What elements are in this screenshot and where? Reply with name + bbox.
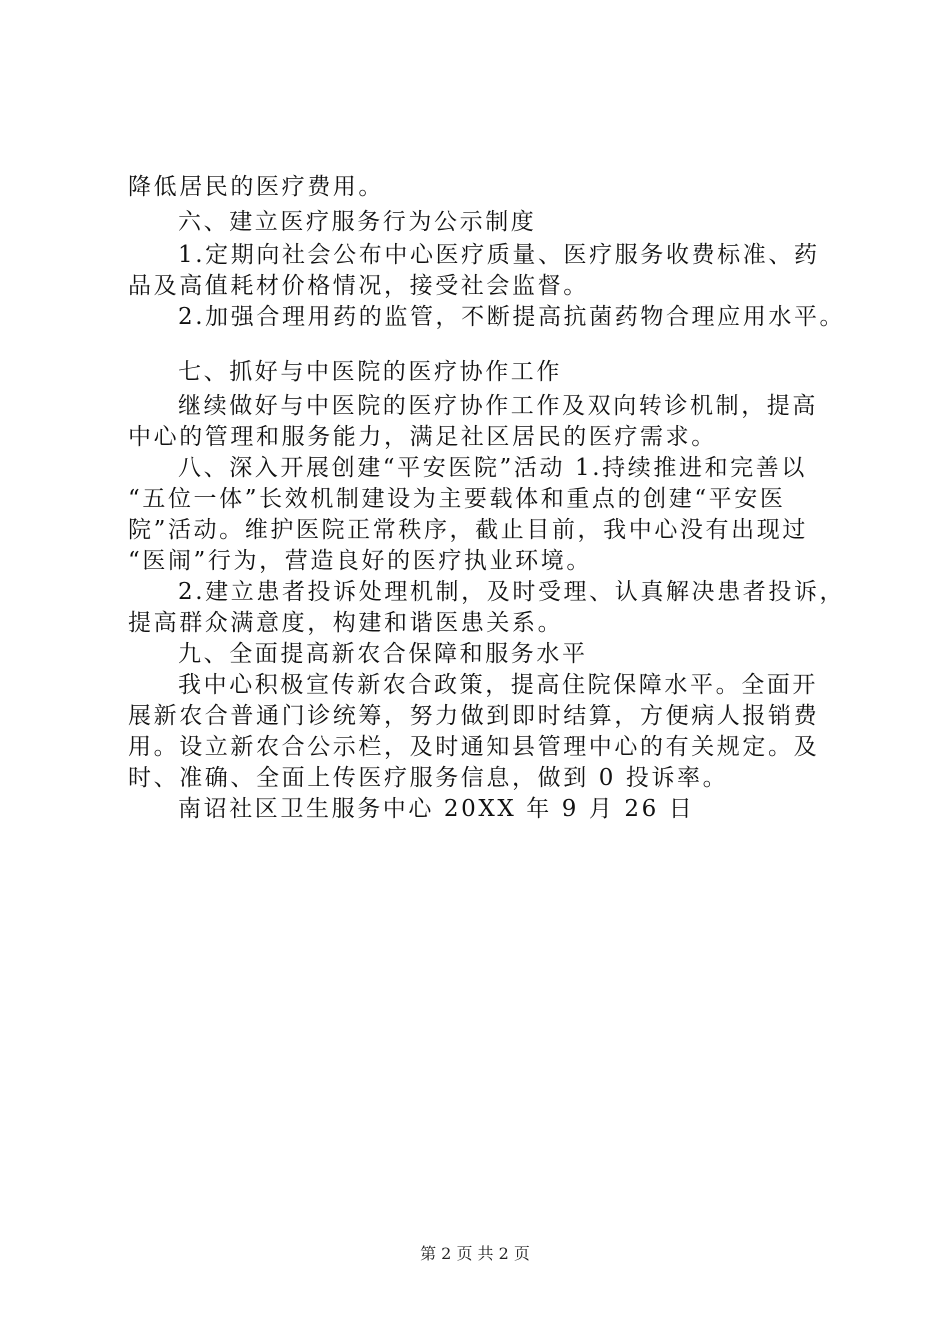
body-text-line: 1.定期向社会公布中心医疗质量、医疗服务收费标准、药 — [178, 242, 820, 268]
body-text-line: “医闹”行为，营造良好的医疗执业环境。 — [128, 548, 592, 574]
body-text-line: 展新农合普通门诊统筹，努力做到即时结算，方便病人报销费 — [128, 703, 820, 729]
section-heading-8: 八、深入开展创建“平安医院”活动 1.持续推进和完善以 — [178, 455, 807, 481]
signature-line: 南诏社区卫生服务中心 20XX 年 9 月 26 日 — [178, 796, 695, 822]
body-text-line: 中心的管理和服务能力，满足社区居民的医疗需求。 — [128, 424, 717, 450]
body-text-line: “五位一体”长效机制建设为主要载体和重点的创建“平安医 — [128, 486, 786, 512]
body-text-line: 用。设立新农合公示栏，及时通知县管理中心的有关规定。及 — [128, 734, 820, 760]
body-text-line: 时、准确、全面上传医疗服务信息，做到 0 投诉率。 — [128, 765, 729, 791]
body-text-line: 继续做好与中医院的医疗协作工作及双向转诊机制，提高 — [178, 393, 818, 419]
body-text-line: 2.加强合理用药的监管，不断提高抗菌药物合理应用水平。 — [178, 304, 846, 330]
body-text-line: 院”活动。维护医院正常秩序，截止目前，我中心没有出现过 — [128, 517, 808, 543]
page-number-footer: 第 2 页 共 2 页 — [420, 1244, 530, 1263]
section-heading-7: 七、抓好与中医院的医疗协作工作 — [178, 359, 562, 385]
section-heading-9: 九、全面提高新农合保障和服务水平 — [178, 641, 588, 667]
body-text-line: 降低居民的医疗费用。 — [128, 174, 384, 200]
body-text-line: 品及高值耗材价格情况，接受社会监督。 — [128, 273, 589, 299]
body-text-line: 2.建立患者投诉处理机制，及时受理、认真解决患者投诉， — [178, 579, 846, 605]
section-heading-6: 六、建立医疗服务行为公示制度 — [178, 209, 537, 235]
body-text-line: 我中心积极宣传新农合政策，提高住院保障水平。全面开 — [178, 672, 818, 698]
body-text-line: 提高群众满意度，构建和谐医患关系。 — [128, 610, 564, 636]
